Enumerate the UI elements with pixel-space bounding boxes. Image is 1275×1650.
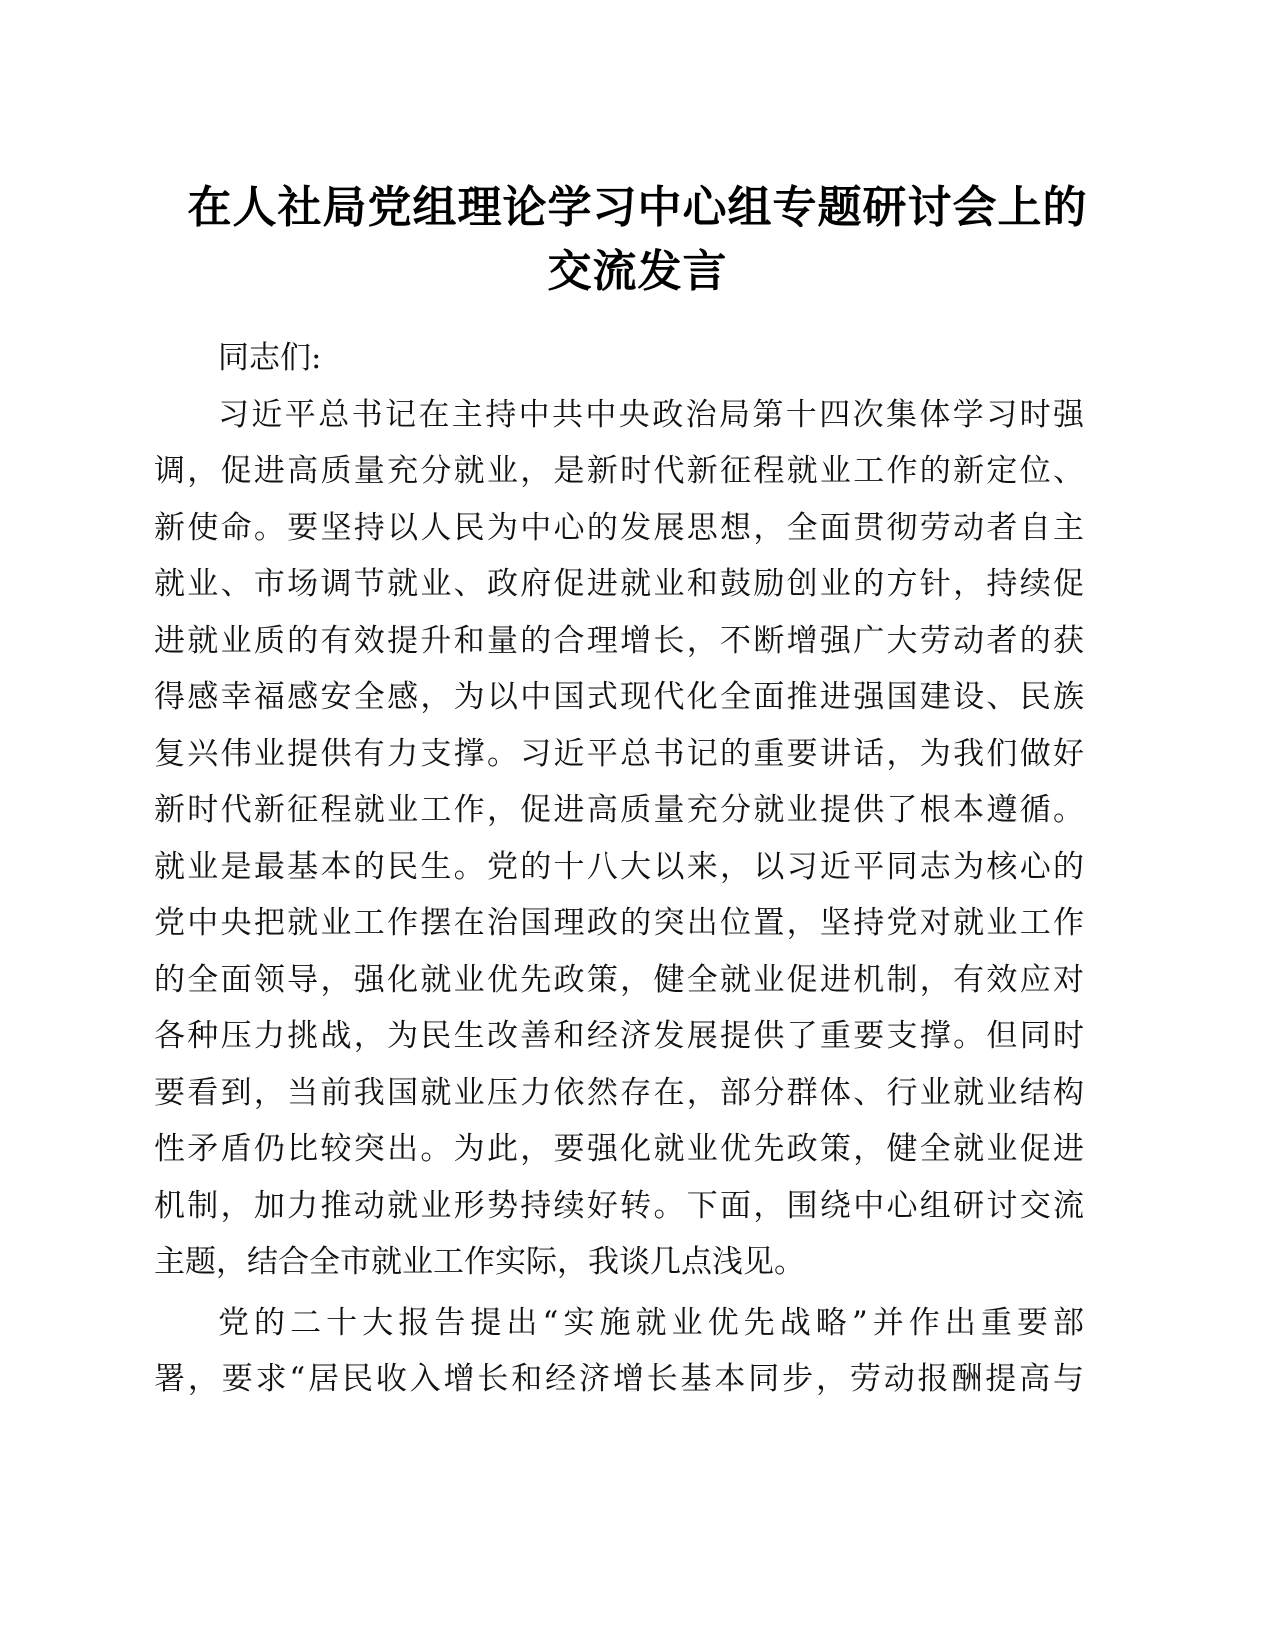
paragraph-line: 的全面领导，强化就业优先政策，健全就业促进机制，有效应对 xyxy=(154,961,1084,998)
paragraph-line: 党中央把就业工作摆在治国理政的突出位置，坚持党对就业工作 xyxy=(154,905,1084,941)
paragraph-2 xyxy=(154,1295,1084,1408)
paragraph-line: 调，促进高质量充分就业，是新时代新征程就业工作的新定位、 xyxy=(154,453,1084,489)
paragraph-line: 新使命。要坚持以人民为中心的发展思想，全面贯彻劳动者自主 xyxy=(154,509,1084,546)
document-title-line-1: 在人社局党组理论学习中心组专题研讨会上的 xyxy=(187,182,1088,233)
paragraph-line: 要看到，当前我国就业压力依然存在，部分群体、行业就业结构 xyxy=(154,1074,1084,1111)
paragraph-line: 机制，加力推动就业形势持续好转。下面，围绕中心组研讨交流 xyxy=(154,1187,1084,1224)
paragraph-1 xyxy=(154,387,1084,1291)
paragraph-line: 新时代新征程就业工作，促进高质量充分就业提供了根本遵循。 xyxy=(154,792,1084,828)
paragraph-line: 主题，结合全市就业工作实际，我谈几点浅见。 xyxy=(154,1244,805,1280)
paragraph-line: 各种压力挑战，为民生改善和经济发展提供了重要支撑。但同时 xyxy=(154,1018,1084,1054)
paragraph-line: 署，要求“居民收入增长和经济增长基本同步，劳动报酬提高与 xyxy=(154,1361,1084,1397)
paragraph-line: 得感幸福感安全感，为以中国式现代化全面推进强国建设、民族 xyxy=(154,679,1084,715)
document-title-line-2: 交流发言 xyxy=(547,246,728,297)
paragraph-line: 就业、市场调节就业、政府促进就业和鼓励创业的方针，持续促 xyxy=(154,566,1084,602)
paragraph-line: 性矛盾仍比较突出。为此，要强化就业优先政策，健全就业促进 xyxy=(154,1131,1084,1167)
paragraph-line: 进就业质的有效提升和量的合理增长，不断增强广大劳动者的获 xyxy=(154,622,1084,659)
paragraph-line: 习近平总书记在主持中共中央政治局第十四次集体学习时强 xyxy=(218,396,1084,433)
paragraph-line: 党的二十大报告提出“实施就业优先战略”并作出重要部 xyxy=(218,1304,1084,1341)
paragraph-line: 就业是最基本的民生。党的十八大以来，以习近平同志为核心的 xyxy=(154,848,1084,885)
document-body xyxy=(154,330,1084,1408)
paragraph-line: 复兴伟业提供有力支撑。习近平总书记的重要讲话，为我们做好 xyxy=(154,735,1084,772)
salutation: 同志们: xyxy=(218,340,322,376)
